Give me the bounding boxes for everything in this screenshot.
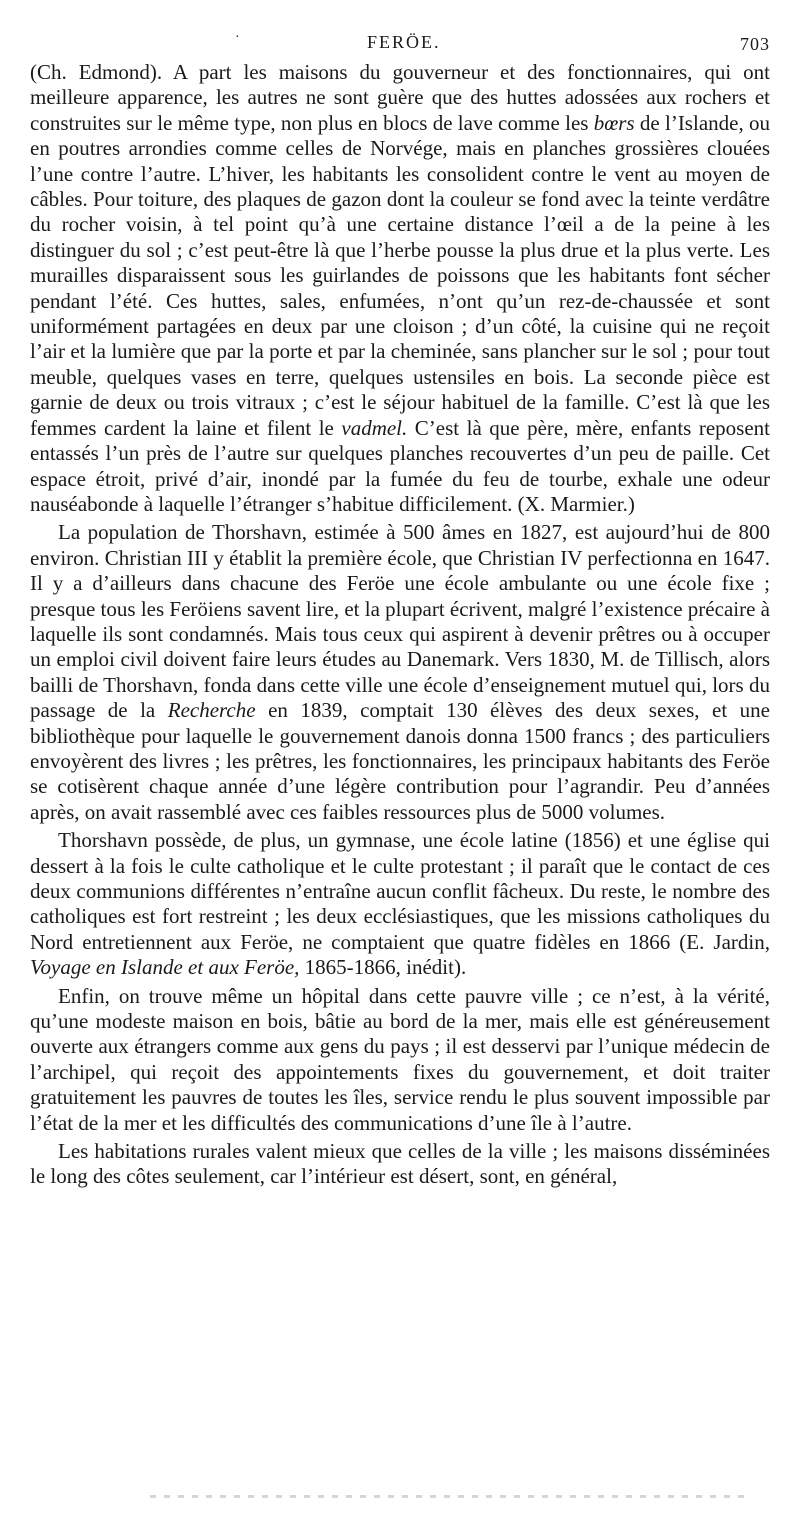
paragraph: [30, 984, 770, 1136]
italic-run: Recherche: [167, 698, 256, 723]
text-run: 1865-1866, inédit).: [299, 955, 467, 980]
text-run: C’est là que père, mère, enfants reposent entassés l’un près de l’autre sur quelques planches recouvertes d’un peu de paille. Cet espace étroit, privé d’air, inondé par la fumée du feu de tourbe, exhale une odeur nauséabonde à laquelle l’étranger s’habitue difficilement. (X. Marmier.): [30, 415, 770, 516]
italic-run: bœrs: [593, 110, 635, 135]
running-title: FERÖE.: [367, 32, 441, 52]
paragraph: [30, 60, 770, 517]
paragraph: [30, 1139, 770, 1190]
text-run: de l’Islande, ou en poutres arrondies comme celles de Norvége, mais en planches grossières clouées l’une contre l’autre. L’hiver, les habitants les consolident contre le vent au moyen de câbles. Pour toiture, des plaques de gazon dont la couleur se fond avec la teinte verdâtre du rocher voisin, à tel point qu’à une certaine distance l’œil a de la peine à les distinguer du sol ; c’est peut-être là que l’herbe pousse la plus drue et la plus verte. Les murailles disparaissent sous les guirlandes de poissons que les habitants font sécher pendant l’été. Ces huttes, sales, enfumées, n’ont qu’un rez-de-chaussée et sont uniformément partagées en deux par une cloison ; d’un côté, la cuisine qui ne reçoit l’air et la lumière que par la porte et par la cheminée, sans plancher sur le sol ; pour tout meuble, quelques vases en terre, quelques ustensiles en bois. La seconde pièce est garnie de deux ou trois vitraux ; c’est le séjour habituel de la famille. C’est là que les femmes cardent la laine et filent le: [30, 110, 770, 440]
bottom-scan-artifact: [150, 1495, 750, 1498]
italic-run: vadmel.: [341, 415, 408, 440]
text-run: Les habitations rurales valent mieux que celles de la ville ; les maisons disséminées le long des côtes seulement, car l’intérieur est désert, sont, en général,: [30, 1139, 770, 1189]
page-number: 703: [740, 34, 770, 54]
text-run: La population de Thorshavn, estimée à 500 âmes en 1827, est aujourd’hui de 800 environ. Christian III y établit la première école, que Christian IV perfectionna en 1647. Il y a d’ailleurs dans chacune des Feröe une école ambulante ou une école fixe ; presque tous les Feröiens savent lire, et la plupart écrivent, malgré l’existence précaire à laquelle ils sont condamnés. Mais tous ceux qui aspirent à devenir prêtres ou à occuper un emploi civil doivent faire leurs études au Danemark. Vers 1830, M. de Tillisch, alors bailli de Thorshavn, fonda dans cette ville une école d’enseignement mutuel qui, lors du passage de la: [30, 520, 770, 723]
text-run: Enfin, on trouve même un hôpital dans cette pauvre ville ; ce n’est, à la vérité, qu’une modeste maison en bois, bâtie au bord de la mer, mais elle est généreusement ouverte aux étrangers comme aux gens du pays ; il est desservi par l’unique médecin de l’archipel, qui reçoit des appointements fixes du gouvernement, et doit traiter gratuitement les pauvres de toutes les îles, service rendu le plus souvent impossible par l’état de la mer et les difficultés des communications d’une île à l’autre.: [30, 983, 770, 1135]
paragraph: [30, 520, 770, 825]
paragraph: [30, 828, 770, 980]
text-run: en 1839, comptait 130 élèves des deux sexes, et une bibliothèque pour laquelle le gouvernement danois donna 1500 francs ; des particuliers envoyèrent des livres ; les prêtres, les fonctionnaires, les principaux habitants des Feröe se cotisèrent chaque année d’une légère contribution pour l’agrandir. Peu d’années après, on avait rassemblé avec ces faibles ressources plus de 5000 volumes.: [30, 698, 770, 824]
text-run: (Ch. Edmond). A part les maisons du gouverneur et des fonctionnaires, qui ont meilleure apparence, les autres ne sont guère que des huttes adossées aux rochers et construites sur le même type, non plus en blocs de lave comme les: [30, 60, 770, 135]
italic-run: Voyage en Islande et aux Feröe,: [30, 955, 300, 980]
book-page: [30, 30, 770, 1190]
text-run: Thorshavn possède, de plus, un gymnase, une école latine (1856) et une église qui dessert à la fois le culte catholique et le culte protestant ; il paraît que le contact de ces deux communions différentes n’entraîne aucun conflit fâcheux. Du reste, le nombre des catholiques est fort restreint ; les deux ecclésiastiques, que les missions catholiques du Nord entretiennent aux Feröe, ne comptaient que quatre fidèles en 1866 (E. Jardin,: [30, 828, 770, 954]
running-header: [30, 30, 770, 60]
header-dot: ·: [235, 30, 241, 45]
body-text: [30, 60, 770, 1190]
